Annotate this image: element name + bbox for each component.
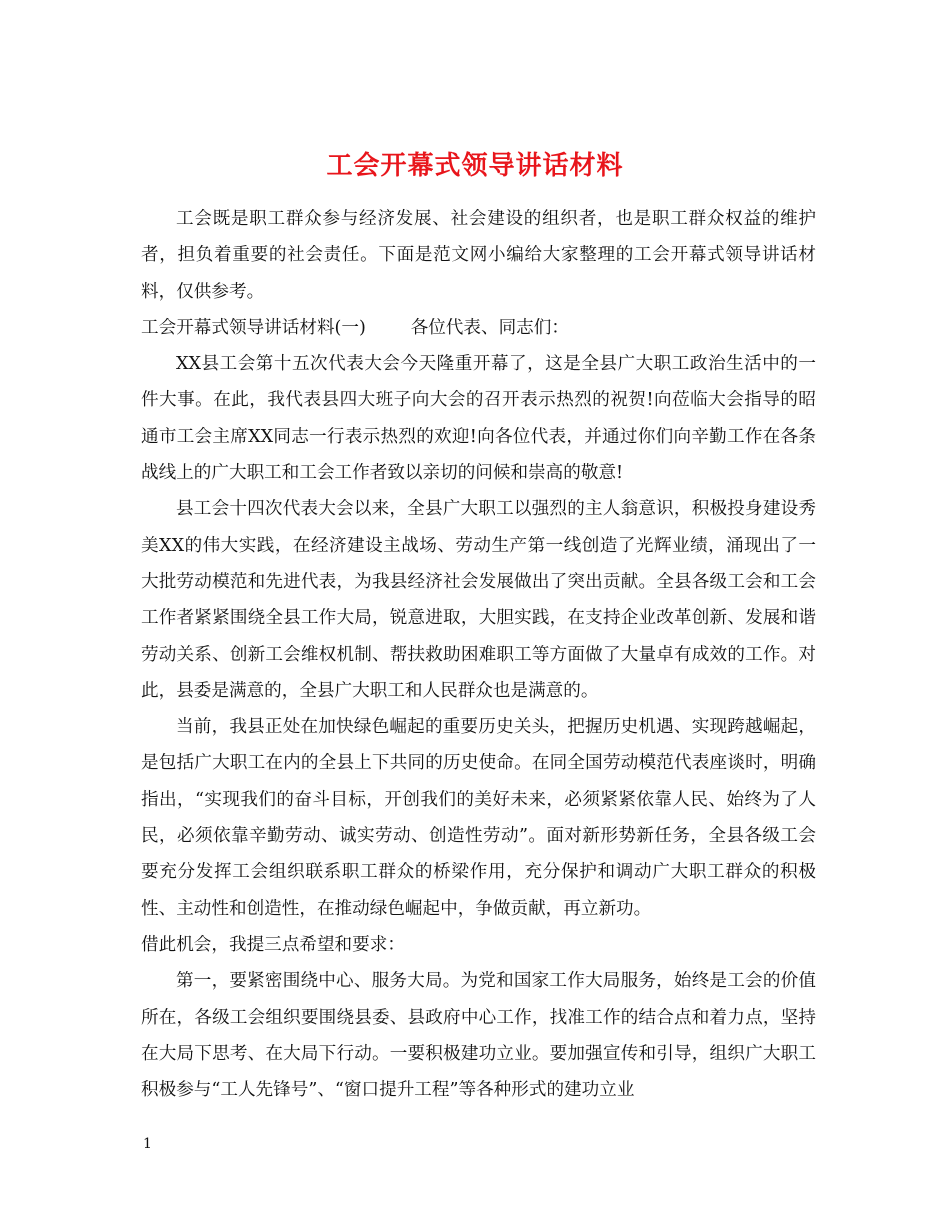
section-title: 工会开幕式领导讲话材料(一) bbox=[141, 317, 366, 338]
salutation: 各位代表、同志们： bbox=[410, 317, 569, 338]
section-heading-line bbox=[141, 310, 816, 346]
page-number: 1 bbox=[143, 1136, 152, 1152]
body-paragraph: 当前，我县正处在加快绿色崛起的重要历史关头，把握历史机遇、实现跨越崛起，是包括广大职工在内的全县上下共同的历史使命。在同全国劳动模范代表座谈时，明确指出，“实现我们的奋斗目标，开创我们的美好未来，必须紧紧依靠人民、始终为了人民，必须依靠辛勤劳动、诚实劳动、创造性劳动”。面对新形势新任务，全县各级工会要充分发挥工会组织联系职工群众的桥梁作用，充分保护和调动广大职工群众的积极性、主动性和创造性，在推动绿色崛起中，争做贡献，再立新功。 bbox=[141, 717, 816, 919]
document-title: 工会开幕式领导讲话材料 bbox=[326, 151, 624, 182]
body-paragraph: 县工会十四次代表大会以来，全县广大职工以强烈的主人翁意识，积极投身建设秀美XX的伟大实践，在经济建设主战场、劳动生产第一线创造了光辉业绩，涌现出了一大批劳动模范和先进代表，为我县经济社会发展做出了突出贡献。全县各级工会和工会工作者紧紧围绕全县工作大局，锐意进取，大胆实践，在支持企业改革创新、发展和谐劳动关系、创新工会维权机制、帮扶救助困难职工等方面做了大量卓有成效的工作。对此，县委是满意的，全县广大职工和人民群众也是满意的。 bbox=[141, 499, 816, 701]
intro-paragraph: 工会既是职工群众参与经济发展、社会建设的组织者，也是职工群众权益的维护者，担负着重要的社会责任。下面是范文网小编给大家整理的工会开幕式领导讲话材料，仅供参考。 bbox=[141, 209, 816, 302]
transition-line: 借此机会，我提三点希望和要求： bbox=[141, 934, 405, 955]
body-paragraph: 第一，要紧密围绕中心、服务大局。为党和国家工作大局服务，始终是工会的价值所在，各级工会组织要围绕县委、县政府中心工作，找准工作的结合点和着力点，坚持在大局下思考、在大局下行动。一要积极建功立业。要加强宣传和引导，组织广大职工积极参与“工人先锋号”、“窗口提升工程”等各种形式的建功立业 bbox=[141, 971, 816, 1101]
body-paragraph: XX县工会第十五次代表大会今天隆重开幕了，这是全县广大职工政治生活中的一件大事。在此，我代表县四大班子向大会的召开表示热烈的祝贺!向莅临大会指导的昭通市工会主席XX同志一行表示热烈的欢迎!向各位代表，并通过你们向辛勤工作在各条战线上的广大职工和工会工作者致以亲切的问候和崇高的敬意! bbox=[141, 354, 816, 484]
document-body bbox=[141, 201, 816, 1108]
